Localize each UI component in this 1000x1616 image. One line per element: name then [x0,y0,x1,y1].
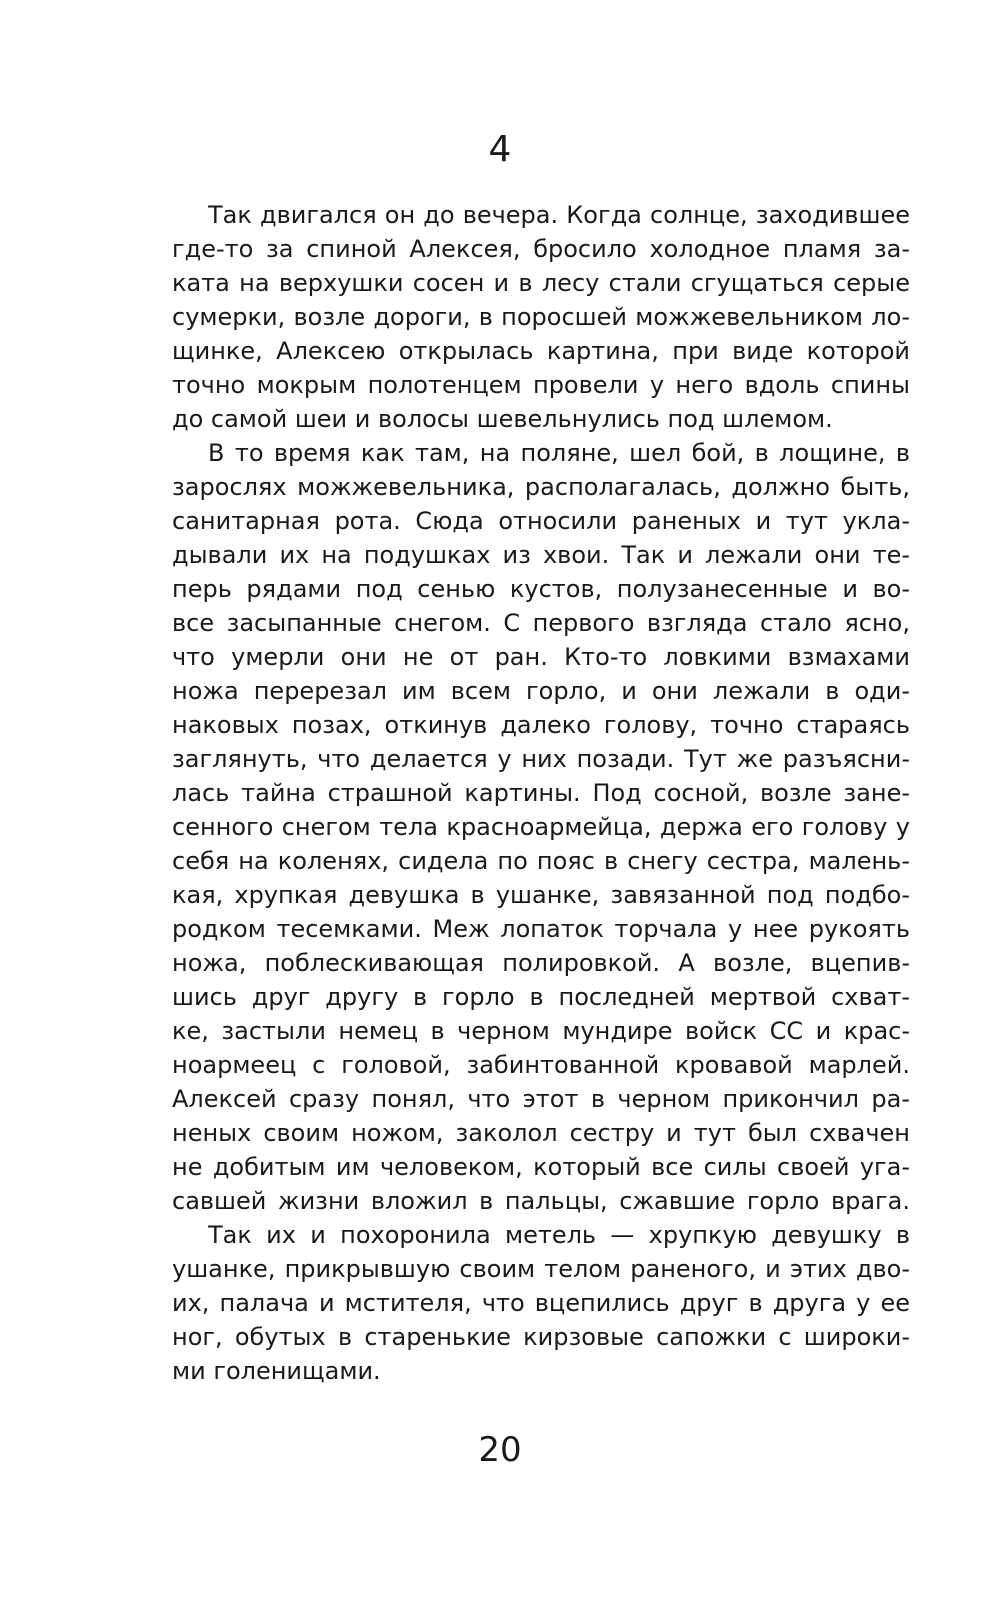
text-line: ми голенищами. [172,1357,381,1385]
text-line: ног, обутых в старенькие кирзовые сапожки с широки- [172,1323,910,1351]
text-line: наковых позах, откинув далеко голову, точно стараясь [172,711,910,739]
text-line: Алексей сразу понял, что этот в черном прикончил ра- [172,1085,910,1113]
text-line: ката на верхушки сосен и в лесу стали сгущаться серые [172,269,910,297]
chapter-number: 4 [488,129,512,170]
text-line: шись друг другу в горло в последней мертвой схват- [172,983,910,1011]
text-line: неных своим ножом, заколол сестру и тут был схвачен [172,1119,910,1147]
text-line: что умерли они не от ран. Кто-то ловкими взмахами [172,643,910,671]
body-text [172,198,910,1388]
text-line: кая, хрупкая девушка в ушанке, завязанной под подбо- [172,881,910,909]
text-line: сумерки, возле дороги, в поросшей можжевельником ло- [172,303,910,331]
text-line: перь рядами под сенью кустов, полузанесенные и во- [172,575,910,603]
text-line: ножа перерезал им всем горло, и они лежали в оди- [172,677,910,705]
text-line: родком тесемками. Меж лопаток торчала у нее рукоять [172,915,910,943]
text-line: В то время как там, на поляне, шел бой, в лощине, в [208,439,910,467]
text-line: дывали их на подушках из хвои. Так и лежали они те- [172,541,910,569]
text-line: их, палача и мстителя, что вцепились друг в друга у ее [172,1289,910,1317]
text-line: Так двигался он до вечера. Когда солнце, заходившее [208,201,910,229]
text-line: ушанке, прикрывшую своим телом раненого, и этих дво- [172,1255,910,1283]
text-line: себя на коленях, сидела по пояс в снегу сестра, малень- [172,847,910,875]
text-line: точно мокрым полотенцем провели у него вдоль спины [172,371,910,399]
text-line: лась тайна страшной картины. Под сосной, возле зане- [172,779,910,807]
text-line: до самой шеи и волосы шевельнулись под шлемом. [172,405,833,433]
text-line: Так их и похоронила метель — хрупкую девушку в [208,1221,910,1249]
text-line: ноармеец с головой, забинтованной кровавой марлей. [172,1051,910,1079]
text-line: ножа, поблескивающая полировкой. А возле, вцепив- [172,949,910,977]
text-line: где-то за спиной Алексея, бросило холодное пламя за- [172,235,910,263]
text-line: не добитым им человеком, который все силы своей уга- [172,1153,910,1181]
text-line: щинке, Алексею открылась картина, при виде которой [172,337,910,365]
text-line: ке, застыли немец в черном мундире войск СС и крас- [172,1017,910,1045]
text-line: сенного снегом тела красноармейца, держа его голову у [172,813,910,841]
text-line: все засыпанные снегом. С первого взгляда стало ясно, [172,609,910,637]
text-line: зарослях можжевельника, располагалась, должно быть, [172,473,910,501]
text-line: заглянуть, что делается у них позади. Тут же разъясни- [172,745,910,773]
text-line: савшей жизни вложил в пальцы, сжавшие горло врага. [172,1187,910,1215]
page-number: 20 [478,1430,522,1470]
text-line: санитарная рота. Сюда относили раненых и тут укла- [172,507,910,535]
